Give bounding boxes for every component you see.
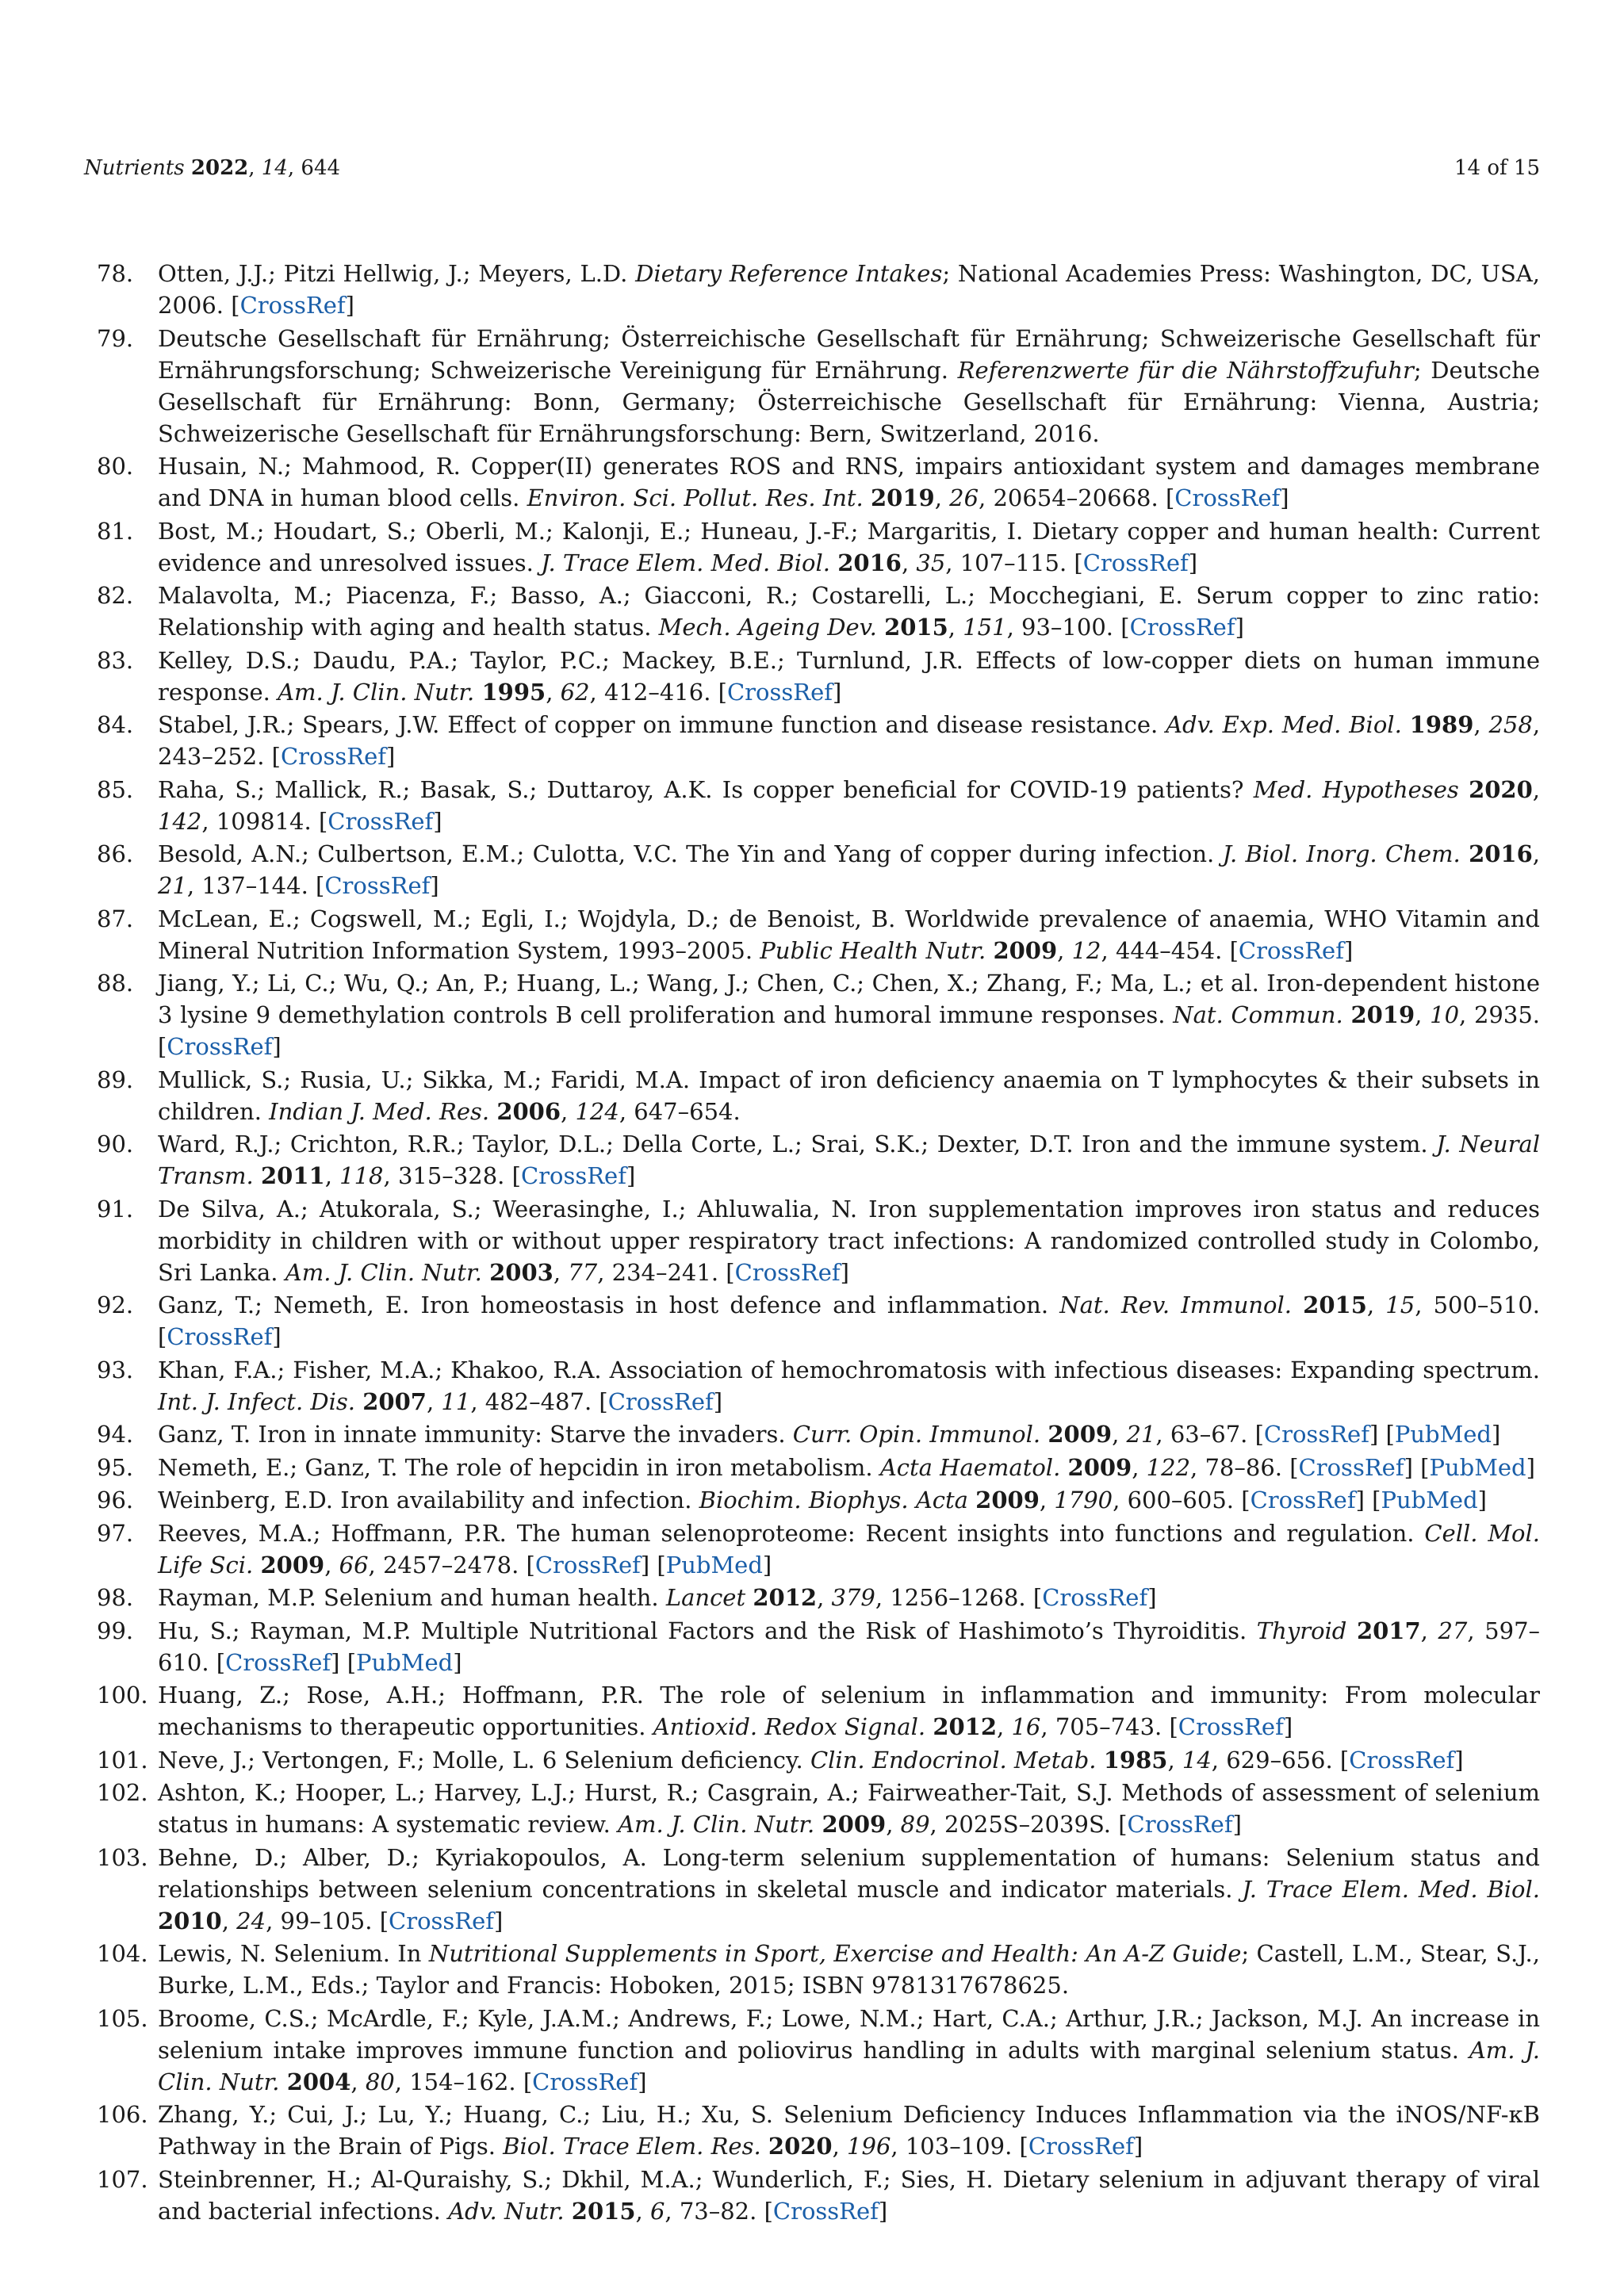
reference-text: Kelley, D.S.; Daudu, P.A.; Taylor, P.C.; Mackey, B.E.; Turnlund, J.R. Effects of low-copper diets on human immune response. xyxy=(158,646,1540,706)
reference-item: 85. Raha, S.; Mallick, R.; Basak, S.; Duttaroy, A.K. Is copper beneficial for COVID-19 patients? Med. Hypotheses 2020, 142, 109814. [CrossRef] xyxy=(84,774,1540,837)
reference-venue: Public Health Nutr. xyxy=(760,936,986,964)
reference-venue: J. Neural Transm. xyxy=(158,1131,1540,1189)
pubmed-link[interactable]: PubMed xyxy=(1381,1487,1478,1513)
reference-text: Otten, J.J.; Pitzi Hellwig, J.; Meyers, L.D. xyxy=(158,260,636,287)
crossref-link[interactable]: CrossRef xyxy=(1238,936,1344,964)
reference-item: 83. Kelley, D.S.; Daudu, P.A.; Taylor, P.C.; Mackey, B.E.; Turnlund, J.R. Effects of low-copper diets on human immune response. Am. J. Clin. Nutr. 1995, 62, 412–416. [CrossRef] xyxy=(84,645,1540,708)
reference-pages: 600–605 xyxy=(1127,1487,1227,1513)
reference-text: Huang, Z.; Rose, A.H.; Hoffmann, P.R. The role of selenium in inflammation and immunity: From molecular mechanisms to therapeutic opportunities. xyxy=(158,1682,1540,1740)
reference-item: 98. Rayman, M.P. Selenium and human health. Lancet 2012, 379, 1256–1268. [CrossRef] xyxy=(84,1582,1540,1613)
crossref-link[interactable]: CrossRef xyxy=(1298,1453,1404,1481)
reference-venue: Biol. Trace Elem. Res. xyxy=(503,2133,761,2160)
reference-text: Weinberg, E.D. Iron availability and infection. xyxy=(158,1487,699,1513)
reference-item xyxy=(84,1938,1540,2001)
reference-number: 89. xyxy=(97,1066,134,1093)
reference-pages: 444–454 xyxy=(1115,936,1216,964)
reference-year: 2009 xyxy=(1048,1421,1113,1448)
reference-number: 93. xyxy=(97,1356,134,1383)
reference-item: 89. Mullick, S.; Rusia, U.; Sikka, M.; Faridi, M.A. Impact of iron deficiency anaemia on T lymphocytes & their subsets in children. Indian J. Med. Res. 2006, 124, 647–654. xyxy=(84,1064,1540,1127)
reference-volume: 21 xyxy=(1126,1421,1156,1448)
reference-volume: 14 xyxy=(1182,1746,1212,1774)
reference-volume: 66 xyxy=(339,1551,369,1578)
reference-volume: 379 xyxy=(831,1584,875,1611)
crossref-link[interactable]: CrossRef xyxy=(389,1907,495,1934)
reference-number: 102. xyxy=(97,1779,148,1806)
reference-volume: 12 xyxy=(1071,936,1101,964)
pubmed-link[interactable]: PubMed xyxy=(356,1648,454,1676)
reference-volume: 151 xyxy=(963,614,1007,641)
reference-text: Steinbrenner, H.; Al-Quraishy, S.; Dkhil, M.A.; Wunderlich, F.; Sies, H. Dietary selenium in adjuvant therapy of viral and bacterial infections. xyxy=(158,2165,1540,2225)
reference-item: 91. De Silva, A.; Atukorala, S.; Weerasinghe, I.; Ahluwalia, N. Iron supplementation improves iron status and reduces morbidity in children with or without upper respiratory tract infections: A randomized controlled study in Colombo, Sri Lanka. Am. J. Clin. Nutr. 2003, 77, 234–241. [CrossRef] xyxy=(84,1193,1540,1288)
reference-text: Khan, F.A.; Fisher, M.A.; Khakoo, R.A. Association of hemochromatosis with infectious diseases: Expanding spectrum. xyxy=(158,1356,1540,1383)
reference-pages: 99–105 xyxy=(280,1907,366,1934)
reference-text: McLean, E.; Cogswell, M.; Egli, I.; Wojdyla, D.; de Benoist, B. Worldwide prevalence of anaemia, WHO Vitamin and Mineral Nutrition Information System, 1993–2005. xyxy=(158,905,1540,964)
reference-volume: 21 xyxy=(158,872,187,899)
crossref-link[interactable]: CrossRef xyxy=(167,1033,273,1060)
reference-year: 2004 xyxy=(286,2068,351,2095)
reference-number: 101. xyxy=(97,1746,148,1774)
reference-text: Rayman, M.P. Selenium and human health. xyxy=(158,1584,666,1611)
reference-year: 2003 xyxy=(489,1258,553,1286)
reference-venue: Referenzwerte für die Nährstoffzufuhr xyxy=(957,356,1414,384)
reference-year: 2020 xyxy=(768,2133,833,2160)
reference-publisher: ; Castell, L.M., Stear, S.J., Burke, L.M., Eds.; Taylor and Francis: Hoboken, 2015; ISBN 9781317678625. xyxy=(158,1940,1540,1999)
reference-item: 106. Zhang, Y.; Cui, J.; Lu, Y.; Huang, C.; Liu, H.; Xu, S. Selenium Deficiency Induces Inflammation via the iNOS/NF-κB Pathway in the Brain of Pigs. Biol. Trace Elem. Res. 2020, 196, 103–109. [CrossRef] xyxy=(84,2099,1540,2162)
reference-year: 2011 xyxy=(261,1162,325,1189)
reference-venue: Indian J. Med. Res. xyxy=(269,1097,490,1125)
reference-text: Ganz, T. Iron in innate immunity: Starve the invaders. xyxy=(158,1421,793,1448)
reference-venue: Thyroid xyxy=(1256,1617,1347,1644)
reference-venue: Int. J. Infect. Dis. xyxy=(158,1387,356,1415)
crossref-link[interactable]: CrossRef xyxy=(734,1258,841,1286)
reference-volume: 142 xyxy=(158,807,202,835)
crossref-link[interactable]: CrossRef xyxy=(1174,484,1281,511)
reference-number: 86. xyxy=(97,840,134,867)
reference-year: 2015 xyxy=(884,614,948,641)
reference-volume: 27 xyxy=(1438,1617,1468,1644)
reference-item: 87. McLean, E.; Cogswell, M.; Egli, I.; Wojdyla, D.; de Benoist, B. Worldwide prevalence of anaemia, WHO Vitamin and Mineral Nutrition Information System, 1993–2005. Public Health Nutr. 2009, 12, 444–454. [CrossRef] xyxy=(84,903,1540,966)
reference-pages: 412–416 xyxy=(603,678,704,706)
reference-number: 91. xyxy=(97,1195,134,1223)
reference-year: 2015 xyxy=(571,2197,636,2225)
reference-pages: 78–86 xyxy=(1205,1453,1275,1481)
journal-volume: 14 xyxy=(261,156,288,180)
reference-item: 102. Ashton, K.; Hooper, L.; Harvey, L.J.; Hurst, R.; Casgrain, A.; Fairweather-Tait, S.J. Methods of assessment of selenium status in humans: A systematic review. Am. J. Clin. Nutr. 2009, 89, 2025S–2039S. [CrossRef] xyxy=(84,1777,1540,1840)
crossref-link[interactable]: CrossRef xyxy=(280,743,386,770)
reference-number: 83. xyxy=(97,646,134,674)
reference-text: Besold, A.N.; Culbertson, E.M.; Culotta, V.C. The Yin and Yang of copper during infection. xyxy=(158,840,1223,867)
reference-number: 100. xyxy=(97,1682,148,1709)
reference-venue: Cell. Mol. Life Sci. xyxy=(158,1519,1540,1578)
reference-number: 82. xyxy=(97,582,134,609)
reference-year: 2017 xyxy=(1356,1617,1421,1644)
reference-volume: 196 xyxy=(847,2133,891,2160)
reference-item: 88. Jiang, Y.; Li, C.; Wu, Q.; An, P.; Huang, L.; Wang, J.; Chen, C.; Chen, X.; Zhang, F.; Ma, L.; et al. Iron-dependent histone 3 lysine 9 demethylation controls B cell proliferation and humoral immune responses. Nat. Commun. 2019, 10, 2935. [CrossRef] xyxy=(84,967,1540,1062)
reference-number: 80. xyxy=(97,453,134,480)
reference-pages: 109814 xyxy=(216,807,304,835)
reference-number: 96. xyxy=(97,1487,134,1513)
reference-year: 2009 xyxy=(1067,1453,1132,1481)
reference-number: 103. xyxy=(97,1843,148,1871)
reference-item: 99. Hu, S.; Rayman, M.P. Multiple Nutritional Factors and the Risk of Hashimoto’s Thyroiditis. Thyroid 2017, 27, 597–610. [CrossRef] [PubMed] xyxy=(84,1615,1540,1678)
reference-number: 98. xyxy=(97,1584,134,1611)
reference-venue: Antioxid. Redox Signal. xyxy=(653,1713,926,1740)
reference-number: 97. xyxy=(97,1519,134,1547)
reference-year: 2006 xyxy=(496,1097,561,1125)
reference-volume: 118 xyxy=(339,1162,384,1189)
reference-venue: Lancet xyxy=(665,1584,746,1611)
reference-item: 97. Reeves, M.A.; Hoffmann, P.R. The human selenoproteome: Recent insights into functions and regulation. Cell. Mol. Life Sci. 2009, 66, 2457–2478. [CrossRef] [PubMed] xyxy=(84,1517,1540,1581)
reference-venue: Adv. Nutr. xyxy=(448,2197,565,2225)
reference-pages: 629–656 xyxy=(1226,1746,1326,1774)
reference-pages: 2025S–2039S xyxy=(944,1811,1104,1838)
reference-text: Reeves, M.A.; Hoffmann, P.R. The human selenoproteome: Recent insights into functions and regulation. xyxy=(158,1519,1425,1547)
reference-year: 2019 xyxy=(1350,1001,1415,1028)
reference-item: 101. Neve, J.; Vertongen, F.; Molle, L. 6 Selenium deficiency. Clin. Endocrinol. Metab. 1985, 14, 629–656. [CrossRef] xyxy=(84,1744,1540,1776)
crossref-link[interactable]: CrossRef xyxy=(520,1162,626,1189)
reference-volume: 35 xyxy=(916,549,946,576)
reference-pages: 597–610 xyxy=(158,1617,1541,1676)
crossref-link[interactable]: CrossRef xyxy=(1127,1811,1233,1838)
reference-venue: Adv. Exp. Med. Biol. xyxy=(1166,711,1402,738)
reference-pages: 154–162 xyxy=(409,2068,509,2095)
reference-number: 104. xyxy=(97,1940,148,1967)
reference-year: 2009 xyxy=(993,936,1058,964)
reference-item: 95. Nemeth, E.; Ganz, T. The role of hepcidin in iron metabolism. Acta Haematol. 2009, 122, 78–86. [CrossRef] [PubMed] xyxy=(84,1452,1540,1483)
reference-venue: Nutritional Supplements in Sport, Exercise and Health: An A-Z Guide xyxy=(428,1940,1242,1967)
crossref-link[interactable]: CrossRef xyxy=(1082,549,1189,576)
reference-volume: 122 xyxy=(1146,1453,1191,1481)
reference-pages: 20654–20668 xyxy=(993,484,1151,511)
reference-pages: 2457–2478 xyxy=(382,1551,512,1578)
reference-item: 92. Ganz, T.; Nemeth, E. Iron homeostasis in host defence and inflammation. Nat. Rev. Immunol. 2015, 15, 500–510. [CrossRef] xyxy=(84,1289,1540,1353)
reference-number: 88. xyxy=(97,970,134,997)
crossref-link[interactable]: CrossRef xyxy=(534,1551,641,1578)
reference-text: Behne, D.; Alber, D.; Kyriakopoulos, A. Long-term selenium supplementation of humans: Selenium status and relationships between selenium concentrations in skeletal muscle and indicator materials. xyxy=(158,1843,1540,1903)
reference-number: 84. xyxy=(97,711,134,738)
reference-number: 92. xyxy=(97,1292,134,1318)
reference-pages: 315–328 xyxy=(397,1162,498,1189)
reference-text: Deutsche Gesellschaft für Ernährung; Österreichische Gesellschaft für Ernährung; Schweizerische Gesellschaft für Ernährungsforschung; Schweizerische Vereinigung für Ernährung. xyxy=(158,324,1540,384)
reference-venue: Med. Hypotheses xyxy=(1253,775,1459,803)
reference-text: Ganz, T.; Nemeth, E. Iron homeostasis in host defence and inflammation. xyxy=(158,1292,1060,1318)
reference-pages: 1256–1268 xyxy=(890,1584,1019,1611)
reference-venue: Nat. Commun. xyxy=(1173,1001,1343,1028)
crossref-link[interactable]: CrossRef xyxy=(225,1648,331,1676)
crossref-link[interactable]: CrossRef xyxy=(607,1387,714,1415)
reference-venue: Am. J. Clin. Nutr. xyxy=(278,678,475,706)
reference-number: 95. xyxy=(97,1453,134,1481)
reference-venue: Am. J. Clin. Nutr. xyxy=(618,1811,815,1838)
reference-number: 90. xyxy=(97,1131,134,1158)
pubmed-link[interactable]: PubMed xyxy=(665,1551,763,1578)
reference-pages: 243–252 xyxy=(158,743,258,770)
pubmed-link[interactable]: PubMed xyxy=(1394,1421,1492,1448)
reference-pages: 93–100 xyxy=(1021,614,1106,641)
reference-item: 81. Bost, M.; Houdart, S.; Oberli, M.; Kalonji, E.; Huneau, J.-F.; Margaritis, I. Dietary copper and human health: Current evidence and unresolved issues. J. Trace Elem. Med. Biol. 2016, 35, 107–115. [CrossRef] xyxy=(84,515,1540,579)
reference-text: Jiang, Y.; Li, C.; Wu, Q.; An, P.; Huang, L.; Wang, J.; Chen, C.; Chen, X.; Zhang, F.; Ma, L.; et al. Iron-dependent histone 3 lysine 9 demethylation controls B cell proliferation and humoral immune responses. xyxy=(158,970,1540,1028)
crossref-link[interactable]: CrossRef xyxy=(1263,1421,1369,1448)
reference-pages: 482–487 xyxy=(485,1387,584,1415)
reference-venue: J. Trace Elem. Med. Biol. xyxy=(541,549,830,576)
crossref-link[interactable]: CrossRef xyxy=(239,292,346,319)
reference-number: 94. xyxy=(97,1421,134,1448)
journal-citation: Nutrients 2022, 14, 644 xyxy=(84,156,341,180)
reference-text: Broome, C.S.; McArdle, F.; Kyle, J.A.M.; Andrews, F.; Lowe, N.M.; Hart, C.A.; Arthur, J.R.; Jackson, M.J. An increase in selenium intake improves immune function and poliovirus handling in adults with marginal selenium status. xyxy=(158,2004,1540,2064)
reference-pages: 647–654 xyxy=(634,1097,733,1125)
reference-text: Malavolta, M.; Piacenza, F.; Basso, A.; Giacconi, R.; Costarelli, L.; Mocchegiani, E. Serum copper to zinc ratio: Relationship with aging and health status. xyxy=(158,582,1540,641)
reference-volume: 89 xyxy=(900,1811,930,1838)
reference-text: Mullick, S.; Rusia, U.; Sikka, M.; Faridi, M.A. Impact of iron deficiency anaemia on T lymphocytes & their subsets in children. xyxy=(158,1066,1540,1125)
reference-pages: 234–241 xyxy=(611,1258,711,1286)
reference-publisher: ; National Academies Press: Washington, DC, USA, 2006. xyxy=(158,260,1540,319)
crossref-link[interactable]: CrossRef xyxy=(1129,614,1235,641)
crossref-link[interactable]: CrossRef xyxy=(1349,1746,1455,1774)
article-number: 644 xyxy=(301,156,341,180)
reference-item: 100. Huang, Z.; Rose, A.H.; Hoffmann, P.R. The role of selenium in inflammation and immunity: From molecular mechanisms to therapeutic opportunities. Antioxid. Redox Signal. 2012, 16, 705–743. [CrossRef] xyxy=(84,1679,1540,1743)
reference-venue: Dietary Reference Intakes xyxy=(635,260,943,287)
reference-text: Nemeth, E.; Ganz, T. The role of hepcidin in iron metabolism. xyxy=(158,1453,880,1481)
reference-text: Raha, S.; Mallick, R.; Basak, S.; Duttaroy, A.K. Is copper beneficial for COVID-19 patients? xyxy=(158,775,1254,803)
reference-item xyxy=(84,323,1540,450)
reference-number: 79. xyxy=(97,324,134,352)
reference-venue: Acta Haematol. xyxy=(879,1453,1061,1481)
crossref-link[interactable]: CrossRef xyxy=(1042,1584,1148,1611)
reference-year: 2009 xyxy=(975,1487,1040,1513)
crossref-link[interactable]: CrossRef xyxy=(1250,1487,1356,1513)
reference-year: 2012 xyxy=(933,1713,998,1740)
reference-volume: 77 xyxy=(568,1258,598,1286)
reference-venue: Am. J. Clin. Nutr. xyxy=(158,2036,1540,2095)
reference-year: 1989 xyxy=(1409,711,1474,738)
reference-volume: 15 xyxy=(1385,1292,1415,1318)
reference-volume: 6 xyxy=(649,2197,665,2225)
reference-item: 93. Khan, F.A.; Fisher, M.A.; Khakoo, R.A. Association of hemochromatosis with infectious diseases: Expanding spectrum. Int. J. Infect. Dis. 2007, 11, 482–487. [CrossRef] xyxy=(84,1354,1540,1418)
reference-text: Zhang, Y.; Cui, J.; Lu, Y.; Huang, C.; Liu, H.; Xu, S. Selenium Deficiency Induces Inflammation via the iNOS/NF-κB Pathway in the Brain of Pigs. xyxy=(158,2101,1540,2160)
crossref-link[interactable]: CrossRef xyxy=(772,2197,879,2225)
reference-text: Ward, R.J.; Crichton, R.R.; Taylor, D.L.; Della Corte, L.; Srai, S.K.; Dexter, D.T. Iron and the immune system. xyxy=(158,1131,1437,1158)
reference-venue: Biochim. Biophys. Acta xyxy=(699,1487,968,1513)
reference-year: 1985 xyxy=(1103,1746,1168,1774)
reference-item: 86. Besold, A.N.; Culbertson, E.M.; Culotta, V.C. The Yin and Yang of copper during infection. J. Biol. Inorg. Chem. 2016, 21, 137–144. [CrossRef] xyxy=(84,838,1540,901)
reference-year: 2009 xyxy=(822,1811,887,1838)
crossref-link[interactable]: CrossRef xyxy=(324,872,431,899)
reference-item: 107. Steinbrenner, H.; Al-Quraishy, S.; Dkhil, M.A.; Wunderlich, F.; Sies, H. Dietary selenium in adjuvant therapy of viral and bacterial infections. Adv. Nutr. 2015, 6, 73–82. [CrossRef] xyxy=(84,2164,1540,2227)
crossref-link[interactable]: CrossRef xyxy=(532,2068,638,2095)
pubmed-link[interactable]: PubMed xyxy=(1429,1453,1526,1481)
reference-text: Bost, M.; Houdart, S.; Oberli, M.; Kalonji, E.; Huneau, J.-F.; Margaritis, I. Dietary copper and human health: Current evidence and unresolved issues. xyxy=(158,517,1540,576)
reference-text: Stabel, J.R.; Spears, J.W. Effect of copper on immune function and disease resistance. xyxy=(158,711,1166,738)
reference-pages: 137–144 xyxy=(201,872,301,899)
reference-text: Lewis, N. Selenium. In xyxy=(158,1940,429,1967)
page-header xyxy=(84,152,1540,184)
reference-year: 2019 xyxy=(870,484,935,511)
page-number: 14 of 15 xyxy=(1454,156,1540,180)
reference-pages: 705–743 xyxy=(1055,1713,1155,1740)
reference-year: 2015 xyxy=(1303,1292,1367,1318)
journal-year: 2022 xyxy=(190,156,249,180)
reference-volume: 80 xyxy=(365,2068,395,2095)
reference-text: De Silva, A.; Atukorala, S.; Weerasinghe, I.; Ahluwalia, N. Iron supplementation improves iron status and reduces morbidity in children with or without upper respiratory tract infections: A randomized controlled study in Colombo, Sri Lanka. xyxy=(158,1195,1540,1286)
reference-volume: 26 xyxy=(949,484,979,511)
reference-number: 85. xyxy=(97,775,134,803)
reference-text: Hu, S.; Rayman, M.P. Multiple Nutritional Factors and the Risk of Hashimoto’s Thyroiditis. xyxy=(158,1617,1257,1644)
reference-year: 2020 xyxy=(1469,775,1533,803)
reference-volume: 124 xyxy=(575,1097,619,1125)
reference-volume: 16 xyxy=(1011,1713,1041,1740)
reference-volume: 62 xyxy=(560,678,590,706)
reference-list xyxy=(84,258,1540,2228)
reference-year: 2012 xyxy=(753,1584,818,1611)
reference-item: 78. Otten, J.J.; Pitzi Hellwig, J.; Meyers, L.D. Dietary Reference Intakes; National Academies Press: Washington, DC, USA, 2006. [CrossRef] xyxy=(84,258,1540,321)
reference-item: 90. Ward, R.J.; Crichton, R.R.; Taylor, D.L.; Della Corte, L.; Srai, S.K.; Dexter, D.T. Iron and the immune system. J. Neural Transm. 2011, 118, 315–328. [CrossRef] xyxy=(84,1128,1540,1192)
crossref-link[interactable]: CrossRef xyxy=(327,807,434,835)
reference-pages: 107–115 xyxy=(959,549,1059,576)
reference-volume: 11 xyxy=(441,1387,471,1415)
reference-venue: Am. J. Clin. Nutr. xyxy=(285,1258,482,1286)
reference-venue: Nat. Rev. Immunol. xyxy=(1059,1292,1292,1318)
reference-item: 103. Behne, D.; Alber, D.; Kyriakopoulos, A. Long-term selenium supplementation of humans: Selenium status and relationships between selenium concentrations in skeletal muscle and indicator materials. J. Trace Elem. Med. Biol. 2010, 24, 99–105. [CrossRef] xyxy=(84,1842,1540,1937)
reference-venue: Environ. Sci. Pollut. Res. Int. xyxy=(527,484,864,511)
crossref-link[interactable]: CrossRef xyxy=(167,1323,273,1350)
reference-year: 2016 xyxy=(1469,840,1533,867)
reference-volume: 10 xyxy=(1430,1001,1460,1028)
reference-number: 87. xyxy=(97,905,134,932)
reference-pages: 103–109 xyxy=(905,2133,1005,2160)
reference-item: 80. Husain, N.; Mahmood, R. Copper(II) generates ROS and RNS, impairs antioxidant system and damages membrane and DNA in human blood cells. Environ. Sci. Pollut. Res. Int. 2019, 26, 20654–20668. [CrossRef] xyxy=(84,450,1540,514)
reference-volume: 258 xyxy=(1488,711,1533,738)
reference-venue: Mech. Ageing Dev. xyxy=(658,614,877,641)
crossref-link[interactable]: CrossRef xyxy=(726,678,833,706)
reference-text: Husain, N.; Mahmood, R. Copper(II) generates ROS and RNS, impairs antioxidant system and damages membrane and DNA in human blood cells. xyxy=(158,453,1540,511)
reference-venue: J. Biol. Inorg. Chem. xyxy=(1222,840,1461,867)
reference-text: Ashton, K.; Hooper, L.; Harvey, L.J.; Hurst, R.; Casgrain, A.; Fairweather-Tait, S.J. Methods of assessment of selenium status in humans: A systematic review. xyxy=(158,1779,1540,1838)
reference-year: 1995 xyxy=(481,678,546,706)
reference-venue: J. Trace Elem. Med. Biol. xyxy=(1242,1875,1541,1903)
reference-publisher: ; Deutsche Gesellschaft für Ernährung: Bonn, Germany; Österreichische Gesellschaft für Ernährung: Vienna, Austria; Schweizerische Gesellschaft für Ernährungsforschung: Bern, Switzerland, 2016. xyxy=(158,356,1540,447)
reference-venue: Clin. Endocrinol. Metab. xyxy=(810,1746,1097,1774)
reference-year: 2016 xyxy=(837,549,902,576)
reference-number: 78. xyxy=(97,260,134,287)
reference-pages: 73–82 xyxy=(679,2197,750,2225)
reference-number: 81. xyxy=(97,517,134,545)
reference-item: 84. Stabel, J.R.; Spears, J.W. Effect of copper on immune function and disease resistance. Adv. Exp. Med. Biol. 1989, 258, 243–252. [CrossRef] xyxy=(84,709,1540,772)
crossref-link[interactable]: CrossRef xyxy=(1178,1713,1284,1740)
reference-pages: 2935 xyxy=(1473,1001,1533,1028)
reference-volume: 24 xyxy=(236,1907,266,1934)
reference-item: 105. Broome, C.S.; McArdle, F.; Kyle, J.A.M.; Andrews, F.; Lowe, N.M.; Hart, C.A.; Arthur, J.R.; Jackson, M.J. An increase in selenium intake improves immune function and poliovirus handling in adults with marginal selenium status. Am. J. Clin. Nutr. 2004, 80, 154–162. [CrossRef] xyxy=(84,2003,1540,2098)
reference-text: Neve, J.; Vertongen, F.; Molle, L. 6 Selenium deficiency. xyxy=(158,1746,810,1774)
journal-name: Nutrients xyxy=(84,156,185,180)
reference-pages: 500–510 xyxy=(1433,1292,1533,1318)
reference-item: 82. Malavolta, M.; Piacenza, F.; Basso, A.; Giacconi, R.; Costarelli, L.; Mocchegiani, E. Serum copper to zinc ratio: Relationship with aging and health status. Mech. Ageing Dev. 2015, 151, 93–100. [CrossRef] xyxy=(84,580,1540,643)
reference-pages: 63–67 xyxy=(1170,1421,1241,1448)
reference-venue: Curr. Opin. Immunol. xyxy=(792,1421,1041,1448)
crossref-link[interactable]: CrossRef xyxy=(1028,2133,1134,2160)
reference-year: 2007 xyxy=(362,1387,427,1415)
reference-year: 2010 xyxy=(158,1907,222,1934)
reference-number: 105. xyxy=(97,2004,148,2032)
reference-number: 106. xyxy=(97,2101,148,2128)
reference-item: 96. Weinberg, E.D. Iron availability and infection. Biochim. Biophys. Acta 2009, 1790, 600–605. [CrossRef] [PubMed] xyxy=(84,1484,1540,1516)
reference-number: 99. xyxy=(97,1617,134,1644)
reference-year: 2009 xyxy=(260,1551,325,1578)
reference-number: 107. xyxy=(97,2165,148,2193)
reference-volume: 1790 xyxy=(1054,1487,1113,1513)
reference-item: 94. Ganz, T. Iron in innate immunity: Starve the invaders. Curr. Opin. Immunol. 2009, 21, 63–67. [CrossRef] [PubMed] xyxy=(84,1418,1540,1450)
